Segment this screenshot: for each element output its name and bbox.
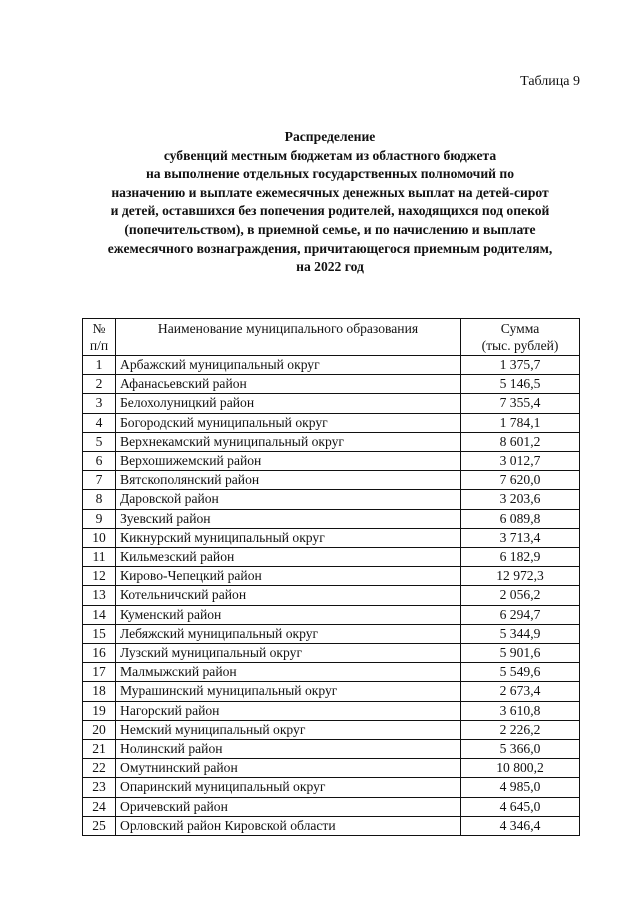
table-row: [83, 701, 580, 720]
row-sum: 2 226,2: [461, 720, 580, 739]
row-municipality-name: Лузский муниципальный округ: [116, 644, 461, 663]
table-row: [83, 720, 580, 739]
header-sum: [461, 319, 580, 356]
table-row: [83, 663, 580, 682]
table-header-row: [83, 319, 580, 356]
row-sum: 5 901,6: [461, 644, 580, 663]
row-sum: 8 601,2: [461, 432, 580, 451]
row-number: 1: [83, 356, 116, 375]
row-sum: 7 355,4: [461, 394, 580, 413]
table-row: [83, 682, 580, 701]
row-number: 9: [83, 509, 116, 528]
row-sum: 12 972,3: [461, 567, 580, 586]
row-number: 12: [83, 567, 116, 586]
row-municipality-name: Вятскополянский район: [116, 471, 461, 490]
table-row: [83, 644, 580, 663]
row-municipality-name: Куменский район: [116, 605, 461, 624]
row-municipality-name: Лебяжский муниципальный округ: [116, 624, 461, 643]
document-heading: [70, 128, 590, 277]
row-municipality-name: Афанасьевский район: [116, 375, 461, 394]
row-sum: 3 012,7: [461, 452, 580, 471]
row-number: 21: [83, 740, 116, 759]
table-row: [83, 452, 580, 471]
row-number: 17: [83, 663, 116, 682]
table-row: [83, 490, 580, 509]
row-number: 7: [83, 471, 116, 490]
row-number: 6: [83, 452, 116, 471]
table-row: [83, 759, 580, 778]
table-body: [83, 356, 580, 836]
row-municipality-name: Мурашинский муниципальный округ: [116, 682, 461, 701]
row-sum: 5 366,0: [461, 740, 580, 759]
row-municipality-name: Малмыжский район: [116, 663, 461, 682]
row-sum: 6 294,7: [461, 605, 580, 624]
row-municipality-name: Орловский район Кировской области: [116, 816, 461, 835]
row-municipality-name: Немский муниципальный округ: [116, 720, 461, 739]
row-municipality-name: Верхнекамский муниципальный округ: [116, 432, 461, 451]
row-number: 5: [83, 432, 116, 451]
table-row: [83, 778, 580, 797]
table-row: [83, 375, 580, 394]
row-sum: 6 182,9: [461, 548, 580, 567]
row-sum: 5 549,6: [461, 663, 580, 682]
heading-line: Распределение: [284, 129, 376, 144]
row-municipality-name: Богородский муниципальный округ: [116, 413, 461, 432]
row-municipality-name: Омутнинский район: [116, 759, 461, 778]
table-row: [83, 356, 580, 375]
table-number-label: Таблица 9: [520, 74, 580, 89]
row-sum: 3 713,4: [461, 528, 580, 547]
heading-line: назначению и выплате ежемесячных денежных выплат на детей-сирот: [111, 184, 549, 200]
row-municipality-name: Даровской район: [116, 490, 461, 509]
row-municipality-name: Кикнурский муниципальный округ: [116, 528, 461, 547]
row-sum: 2 673,4: [461, 682, 580, 701]
row-number: 16: [83, 644, 116, 663]
row-sum: 3 610,8: [461, 701, 580, 720]
row-sum: 4 645,0: [461, 797, 580, 816]
row-sum: 5 344,9: [461, 624, 580, 643]
table-row: [83, 413, 580, 432]
row-municipality-name: Белохолуницкий район: [116, 394, 461, 413]
row-municipality-name: Опаринский муниципальный округ: [116, 778, 461, 797]
heading-line: на 2022 год: [296, 259, 364, 275]
table-row: [83, 586, 580, 605]
row-number: 8: [83, 490, 116, 509]
row-municipality-name: Нагорский район: [116, 701, 461, 720]
table-row: [83, 548, 580, 567]
table-row: [83, 624, 580, 643]
row-sum: 1 784,1: [461, 413, 580, 432]
row-municipality-name: Кирово-Чепецкий район: [116, 567, 461, 586]
header-sum-line2: (тыс. рублей): [481, 338, 559, 353]
row-number: 2: [83, 375, 116, 394]
heading-line: субвенций местным бюджетам из областного бюджета: [163, 147, 497, 163]
heading-line: (попечительством), в приемной семье, и по начислению и выплате: [124, 221, 536, 237]
row-number: 23: [83, 778, 116, 797]
row-sum: 4 346,4: [461, 816, 580, 835]
row-municipality-name: Верхошижемский район: [116, 452, 461, 471]
heading-line: и детей, оставшихся без попечения родителей, находящихся под опекой: [110, 203, 550, 219]
row-number: 3: [83, 394, 116, 413]
table-row: [83, 605, 580, 624]
row-sum: 4 985,0: [461, 778, 580, 797]
row-number: 15: [83, 624, 116, 643]
table-row: [83, 816, 580, 835]
row-municipality-name: Зуевский район: [116, 509, 461, 528]
row-number: 14: [83, 605, 116, 624]
row-number: 10: [83, 528, 116, 547]
table-row: [83, 432, 580, 451]
row-sum: 3 203,6: [461, 490, 580, 509]
table-row: [83, 797, 580, 816]
row-number: 25: [83, 816, 116, 835]
row-sum: 10 800,2: [461, 759, 580, 778]
header-name: Наименование муниципального образования: [116, 319, 461, 356]
row-municipality-name: Котельничский район: [116, 586, 461, 605]
heading-line: на выполнение отдельных государственных полномочий по: [145, 166, 515, 182]
row-sum: 6 089,8: [461, 509, 580, 528]
header-sum-line1: Сумма: [500, 321, 540, 336]
table-row: [83, 394, 580, 413]
row-sum: 7 620,0: [461, 471, 580, 490]
header-number-line1: №: [92, 321, 106, 336]
row-number: 20: [83, 720, 116, 739]
row-number: 24: [83, 797, 116, 816]
row-number: 22: [83, 759, 116, 778]
heading-line: ежемесячного вознаграждения, причитающегося приемным родителям,: [107, 240, 553, 256]
table-row: [83, 471, 580, 490]
table-row: [83, 509, 580, 528]
row-number: 13: [83, 586, 116, 605]
row-number: 19: [83, 701, 116, 720]
header-number-line2: п/п: [89, 338, 109, 353]
row-municipality-name: Кильмезский район: [116, 548, 461, 567]
row-municipality-name: Арбажский муниципальный округ: [116, 356, 461, 375]
row-municipality-name: Оричевский район: [116, 797, 461, 816]
row-sum: 5 146,5: [461, 375, 580, 394]
row-sum: 1 375,7: [461, 356, 580, 375]
table-row: [83, 528, 580, 547]
row-municipality-name: Нолинский район: [116, 740, 461, 759]
table-row: [83, 567, 580, 586]
row-number: 4: [83, 413, 116, 432]
row-sum: 2 056,2: [461, 586, 580, 605]
table-row: [83, 740, 580, 759]
row-number: 11: [83, 548, 116, 567]
distribution-table: [82, 318, 580, 836]
header-number: [83, 319, 116, 356]
row-number: 18: [83, 682, 116, 701]
